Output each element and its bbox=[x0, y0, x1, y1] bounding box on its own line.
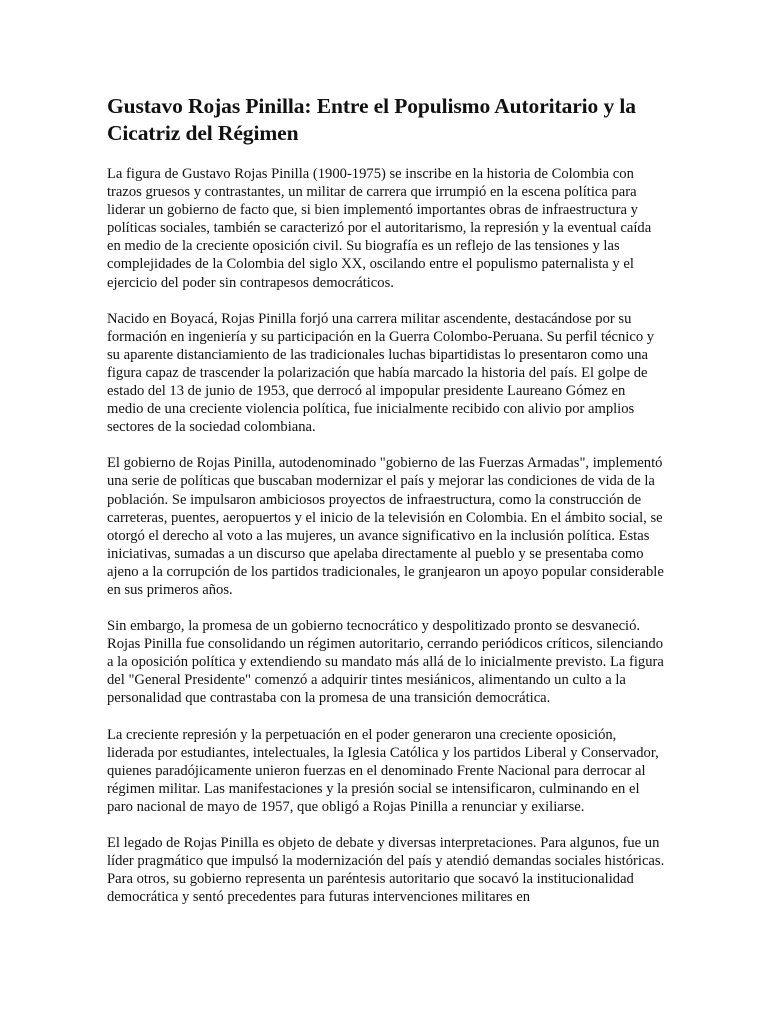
paragraph-1: La figura de Gustavo Rojas Pinilla (1900-1975) se inscribe en la historia de Colombia con trazos gruesos y contrastantes, un militar de carrera que irrumpió en la escena política para liderar un gobierno de facto que, si bien implementó importantes obras de infraestructura y políticas sociales, también se caracterizó por el autoritarismo, la represión y la eventual caída en medio de la creciente oposición civil. Su biografía es un reflejo de las tensiones y las complejidades de la Colombia del siglo XX, oscilando entre el populismo paternalista y el ejercicio del poder sin contrapesos democráticos. bbox=[107, 166, 652, 291]
paragraph-3: El gobierno de Rojas Pinilla, autodenominado "gobierno de las Fuerzas Armadas", implementó una serie de políticas que buscaban modernizar el país y mejorar las condiciones de vida de la población. Se impulsaron ambiciosos proyectos de infraestructura, como la construcción de carreteras, puentes, aeropuertos y el inicio de la televisión en Colombia. En el ámbito social, se otorgó el derecho al voto a las mujeres, un avance significativo en la inclusión política. Estas iniciativas, sumadas a un discurso que apelaba directamente al pueblo y se presentaba como ajeno a la corrupción de los partidos tradicionales, le granjearon un apoyo popular considerable en sus primeros años. bbox=[107, 455, 664, 598]
document-title: Gustavo Rojas Pinilla: Entre el Populismo Autoritario y la Cicatriz del Régimen bbox=[107, 94, 636, 145]
paragraph-2: Nacido en Boyacá, Rojas Pinilla forjó una carrera militar ascendente, destacándose por su formación en ingeniería y su participación en la Guerra Colombo-Peruana. Su perfil técnico y su aparente distanciamiento de las tradicionales luchas bipartidistas lo presentaron como una figura capaz de trascender la polarización que había marcado la historia del país. El golpe de estado del 13 de junio de 1953, que derrocó al impopular presidente Laureano Gómez en medio de una creciente violencia política, fue inicialmente recibido con alivio por amplios sectores de la sociedad colombiana. bbox=[107, 310, 655, 436]
document-body bbox=[107, 93, 665, 924]
paragraph-5: La creciente represión y la perpetuación en el poder generaron una creciente oposición, liderada por estudiantes, intelectuales, la Iglesia Católica y los partidos Liberal y Conservador, quienes paradójicamente unieron fuerzas en el denominado Frente Nacional para derrocar al régimen militar. Las manifestaciones y la presión social se intensificaron, culminando en el paro nacional de mayo de 1957, que obligó a Rojas Pinilla a renunciar y exiliarse. bbox=[107, 726, 659, 815]
paragraph-4: Sin embargo, la promesa de un gobierno tecnocrático y despolitizado pronto se desvaneció. Rojas Pinilla fue consolidando un régimen autoritario, cerrando periódicos críticos, silenciando a la oposición política y extendiendo su mandato más allá de lo inicialmente previsto. La figura del "General Presidente" comenzó a adquirir tintes mesiánicos, alimentando un culto a la personalidad que contrastaba con la promesa de una transición democrática. bbox=[107, 618, 664, 707]
paragraph-6: El legado de Rojas Pinilla es objeto de debate y diversas interpretaciones. Para algunos, fue un líder pragmático que impulsó la modernización del país y atendió demandas sociales históricas. Para otros, su gobierno representa un paréntesis autoritario que socavó la institucionalidad democrática y sentó precedentes para futuras intervenciones militares en bbox=[107, 835, 665, 906]
